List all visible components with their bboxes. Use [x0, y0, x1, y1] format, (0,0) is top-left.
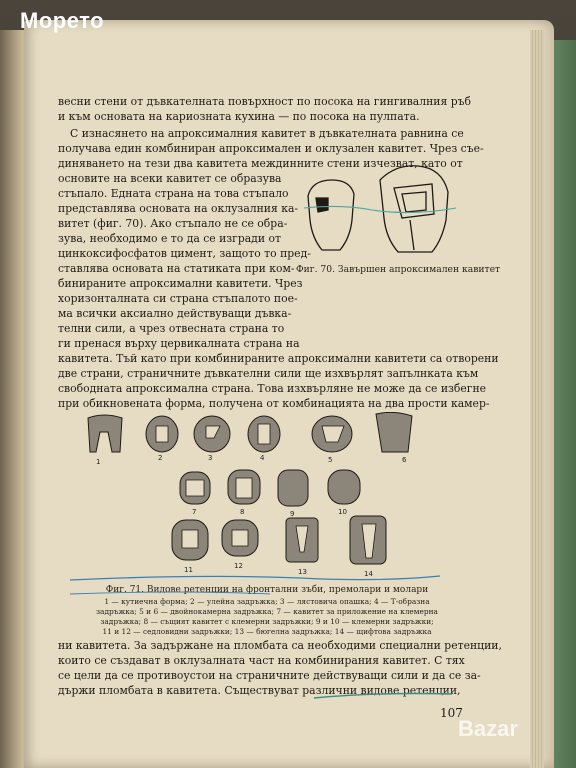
paragraph-middle-line-2: две страни, страничните дъвкателни сили ще изхвърлят запълнката към — [58, 367, 479, 380]
fig71-label-10: 10 — [338, 508, 347, 516]
figure-71-caption-line-2: задръжка; 5 и 6 — двойнокамерна задръжка; 7 — кавитет за приложение на клемерна — [96, 607, 438, 616]
paragraph-top-line-6: основите на всеки кавитет се образува — [58, 172, 282, 185]
figure-71-caption-line-1: 1 — кутиечна форма; 2 — улейна задръжка; 3 — лястовича опашка; 4 — Т-образна — [104, 597, 430, 606]
paragraph-top-line-1: весни стени от дъвкателната повърхност по посока на гингивалния ръб — [58, 95, 471, 108]
paragraph-bottom-line-2: които се създават в оклузалната част на комбинирания кавитет. С тях — [58, 654, 465, 667]
figure-71-caption-title: Фиг. 71. Видове ретенции на фронтални зъби, премолари и молари — [105, 585, 429, 595]
watermark-logo: Bazar — [458, 716, 518, 741]
column-line-5: цинкоксифосфатов цимент, защото то пред- — [58, 247, 311, 260]
figure-70-caption: Фиг. 70. Завършен апроксимален кавитет — [296, 264, 501, 275]
paragraph-middle-line-3: свободната апроксимална страна. Това изхвърляне не може да се избегне — [58, 382, 487, 395]
paragraph-top-line-4: получава един комбиниран апроксимален и оклузален кавитет. Чрез съе- — [58, 142, 484, 155]
fig71-label-3: 3 — [208, 454, 213, 462]
page-number: 107 — [440, 706, 463, 720]
site-logo[interactable]: Морето — [20, 8, 105, 33]
paragraph-middle-line-1: кавитета. Тъй като при комбинираните апроксимални кавитети са отворени — [58, 352, 499, 365]
figure-71-caption-line-4: 11 и 12 — седловидни задръжки; 13 — бюгелна задръжка; 14 — щифтова задръжка — [102, 627, 432, 636]
column-line-10: телни сили, а чрез отвесната страна то — [58, 322, 285, 335]
fig71-label-8: 8 — [240, 508, 245, 516]
column-line-8: хоризонталната си страна стъпалото пое- — [58, 292, 298, 305]
column-line-9: ма всички аксиално действуващи дъвка- — [58, 307, 292, 320]
column-line-2: представлява основата на оклузалния ка- — [58, 202, 299, 215]
fig71-label-2: 2 — [158, 454, 163, 462]
column-line-6: ставлява основата на статиката при ком- — [58, 262, 295, 275]
fig71-label-1: 1 — [96, 458, 101, 466]
paragraph-top-line-3: С изнасянето на апроксималния кавитет в дъвкателната равнина се — [70, 127, 464, 140]
column-line-7: бинираните апроксимални кавитети. Чрез — [58, 277, 303, 290]
column-line-11: ги пренася върху цервикалната страна на — [58, 337, 300, 350]
column-line-1: стъпало. Едната страна на това стъпало — [58, 187, 289, 200]
column-line-3: витет (фиг. 70). Ако стъпало не се обра- — [58, 217, 288, 230]
paragraph-bottom-line-3: се цели да се противоустои на страничните действуващи сили и да се за- — [58, 669, 481, 682]
paragraph-top-line-2: и към основата на кариозната кухина — по посока на пулпата. — [58, 110, 420, 123]
fig71-label-12: 12 — [234, 562, 243, 570]
paragraph-bottom-line-4: държи пломбата в кавитета. Съществуват различни видове ретенции, — [58, 684, 461, 697]
fig71-label-4: 4 — [260, 454, 265, 462]
paragraph-bottom-line-1: ни кавитета. За задържане на пломбата са необходими специални ретенции, — [58, 639, 502, 652]
fig71-label-5: 5 — [328, 456, 333, 464]
paragraph-middle-line-4: при обикновената форма, получена от комбинацията на два прости камер- — [58, 397, 490, 410]
fig71-label-9: 9 — [290, 510, 295, 518]
fig71-label-6: 6 — [402, 456, 407, 464]
figure-71-caption-line-3: задръжка; 8 — същият кавитет с клемерни задръжки; 9 и 10 — клемерни задръжки; — [100, 617, 434, 626]
fig71-label-13: 13 — [298, 568, 307, 576]
paragraph-top-line-5: диняването на тези два кавитета междинните стени изчезват, като от — [58, 157, 463, 170]
fig71-label-7: 7 — [192, 508, 197, 516]
fig71-label-11: 11 — [184, 566, 193, 574]
column-line-4: зува, необходимо е то да се изгради от — [58, 232, 281, 245]
fig71-label-14: 14 — [364, 570, 373, 578]
